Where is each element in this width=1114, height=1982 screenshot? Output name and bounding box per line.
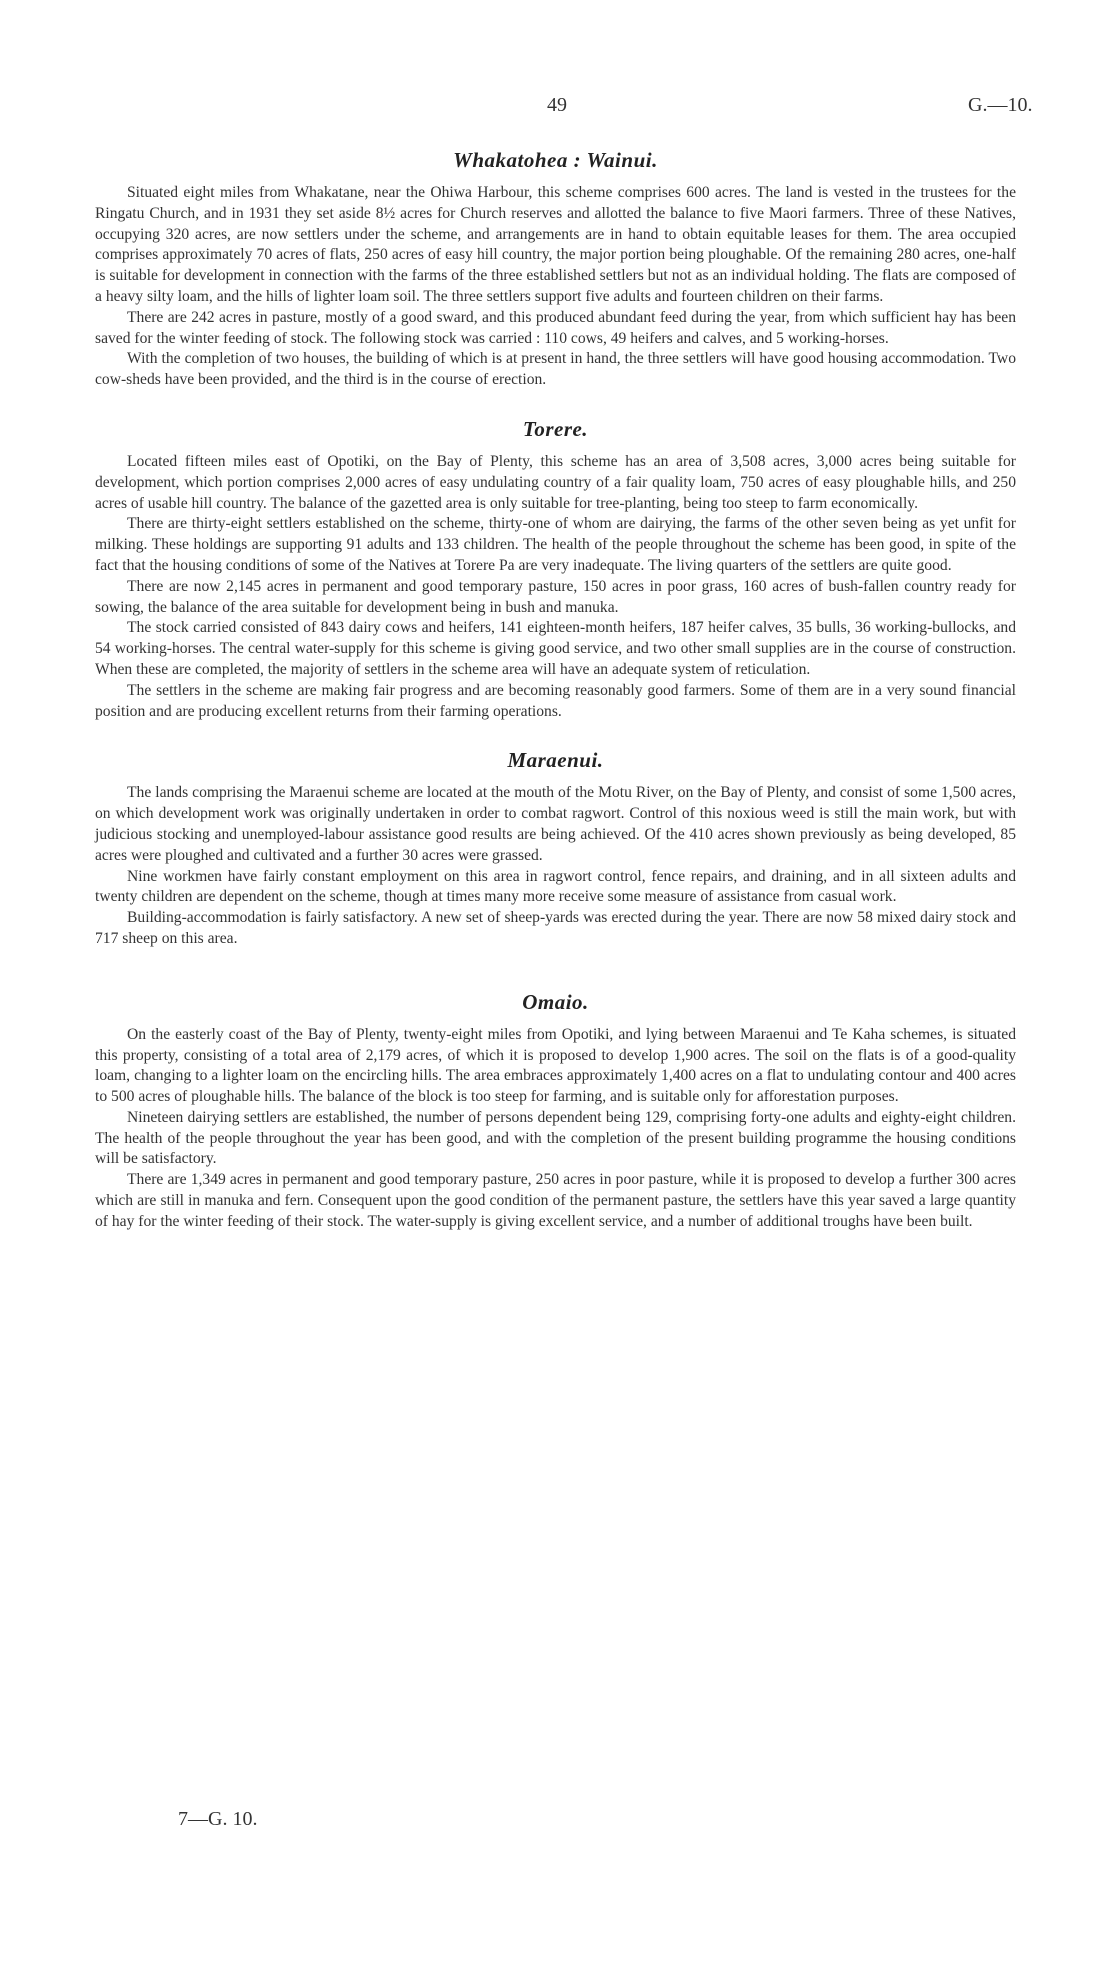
- document-reference: G.—10.: [968, 94, 1033, 116]
- paragraph: The stock carried consisted of 843 dairy cows and heifers, 141 eighteen-month heifers, 187 heifer calves, 35 bulls, 36 working-bullocks, and 54 working-horses. The central water-supply for this scheme is giving good service, and two other small supplies are in the course of construction. When these are completed, the majority of settlers in the scheme area will have an adequate system of reticulation.: [95, 619, 1016, 678]
- page-number: 49: [547, 94, 567, 116]
- section-title: Maraenui.: [507, 748, 604, 773]
- paragraph: The settlers in the scheme are making fair progress and are becoming reasonably good farmers. Some of them are in a very sound financial position and are producing excellent returns from their farming operations.: [95, 681, 1016, 720]
- section-title: Whakatohea : Wainui.: [453, 148, 658, 172]
- page-content: [95, 148, 1016, 1233]
- paragraph: Nine workmen have fairly constant employment on this area in ragwort control, fence repairs, and draining, and in all sixteen adults and twenty children are dependent on the scheme, though at times many more receive some measure of assistance from casual work.: [95, 867, 1016, 906]
- section-title: Omaio.: [522, 989, 589, 1014]
- section-maraenui: [95, 748, 1016, 949]
- paragraph: Nineteen dairying settlers are established, the number of persons dependent being 129, comprising forty-one adults and eighty-eight children. The health of the people throughout the year has been good, and with the completion of the present building programme the housing conditions will be satisfactory.: [95, 1108, 1016, 1168]
- section-wainui: [95, 148, 1016, 391]
- paragraph: The lands comprising the Maraenui scheme are located at the mouth of the Motu River, on the Bay of Plenty, and consist of some 1,500 acres, on which development work was originally undertaken in order to combat ragwort. Control of this noxious weed is still the main work, but with judicious stocking and unemployed-labour assistance good results are being achieved. Of the 410 acres shown previously as being developed, 85 acres were ploughed and cultivated and a further 30 acres were grassed.: [95, 784, 1016, 864]
- paragraph: There are 1,349 acres in permanent and good temporary pasture, 250 acres in poor pasture, while it is proposed to develop a further 300 acres which are still in manuka and fern. Consequent upon the good condition of the permanent pasture, the settlers have this year saved a large quantity of hay for the winter feeding of their stock. The water-supply is giving excellent service, and a number of additional troughs have been built.: [95, 1171, 1016, 1230]
- paragraph: There are thirty-eight settlers established on the scheme, thirty-one of whom are dairying, the farms of the other seven being as yet unfit for milking. These holdings are supporting 91 adults and 133 children. The health of the people throughout the scheme has been good, in spite of the fact that the housing conditions of some of the Natives at Torere Pa are very inadequate. The living quarters of the settlers are quite good.: [95, 515, 1016, 574]
- paragraph: There are now 2,145 acres in permanent and good temporary pasture, 150 acres in poor grass, 160 acres of bush-fallen country ready for sowing, the balance of the area suitable for development being in bush and manuka.: [95, 577, 1016, 616]
- section-torere: [95, 417, 1016, 722]
- paragraph: With the completion of two houses, the building of which is at present in hand, the three settlers will have good housing accommodation. Two cow-sheds have been provided, and the third is in the course of erection.: [95, 350, 1016, 389]
- paragraph: There are 242 acres in pasture, mostly of a good sward, and this produced abundant feed during the year, from which sufficient hay has been saved for the winter feeding of stock. The following stock was carried : 110 cows, 49 heifers and calves, and 5 working-horses.: [95, 308, 1016, 347]
- paragraph: Situated eight miles from Whakatane, near the Ohiwa Harbour, this scheme comprises 600 acres. The land is vested in the trustees for the Ringatu Church, and in 1931 they set aside 8½ acres for Church reserves and allotted the balance to five Maori farmers. Three of these Natives, occupying 320 acres, are now settlers under the scheme, and arrangements are in hand to obtain equitable leases for them. The area occupied comprises approximately 70 acres of flats, 250 acres of easy hill country, the major portion being ploughable. Of the remaining 280 acres, one-half is suitable for development in connection with the farms of the three established settlers but not as an individual holding. The flats are composed of a heavy silty loam, and the hills of lighter loam soil. The three settlers support five adults and fourteen children on their farms.: [95, 184, 1016, 305]
- paragraph: On the easterly coast of the Bay of Plenty, twenty-eight miles from Opotiki, and lying between Maraenui and Te Kaha schemes, is situated this property, consisting of a total area of 2,179 acres, of which it is proposed to develop 1,900 acres. The soil on the flats is of a good-quality loam, changing to a lighter loam on the encircling hills. The area embraces approximately 1,400 acres on a flat to undulating contour and 400 acres to 500 acres of ploughable hills. The balance of the block is too steep for farming, and is suitable only for afforestation purposes.: [95, 1025, 1016, 1106]
- paragraph: Building-accommodation is fairly satisfactory. A new set of sheep-yards was erected during the year. There are now 58 mixed dairy stock and 717 sheep on this area.: [95, 909, 1016, 947]
- section-title: Torere.: [522, 416, 589, 441]
- section-omaio: [95, 990, 1016, 1233]
- signature-reference: 7—G. 10.: [178, 1808, 258, 1830]
- paragraph: Located fifteen miles east of Opotiki, on the Bay of Plenty, this scheme has an area of 3,508 acres, 3,000 acres being suitable for development, which portion comprises 2,000 acres of easy undulating country of a fair quality loam, 750 acres of easy ploughable hills, and 250 acres of usable hill country. The balance of the gazetted area is only suitable for tree-planting, being too steep to farm economically.: [95, 452, 1016, 512]
